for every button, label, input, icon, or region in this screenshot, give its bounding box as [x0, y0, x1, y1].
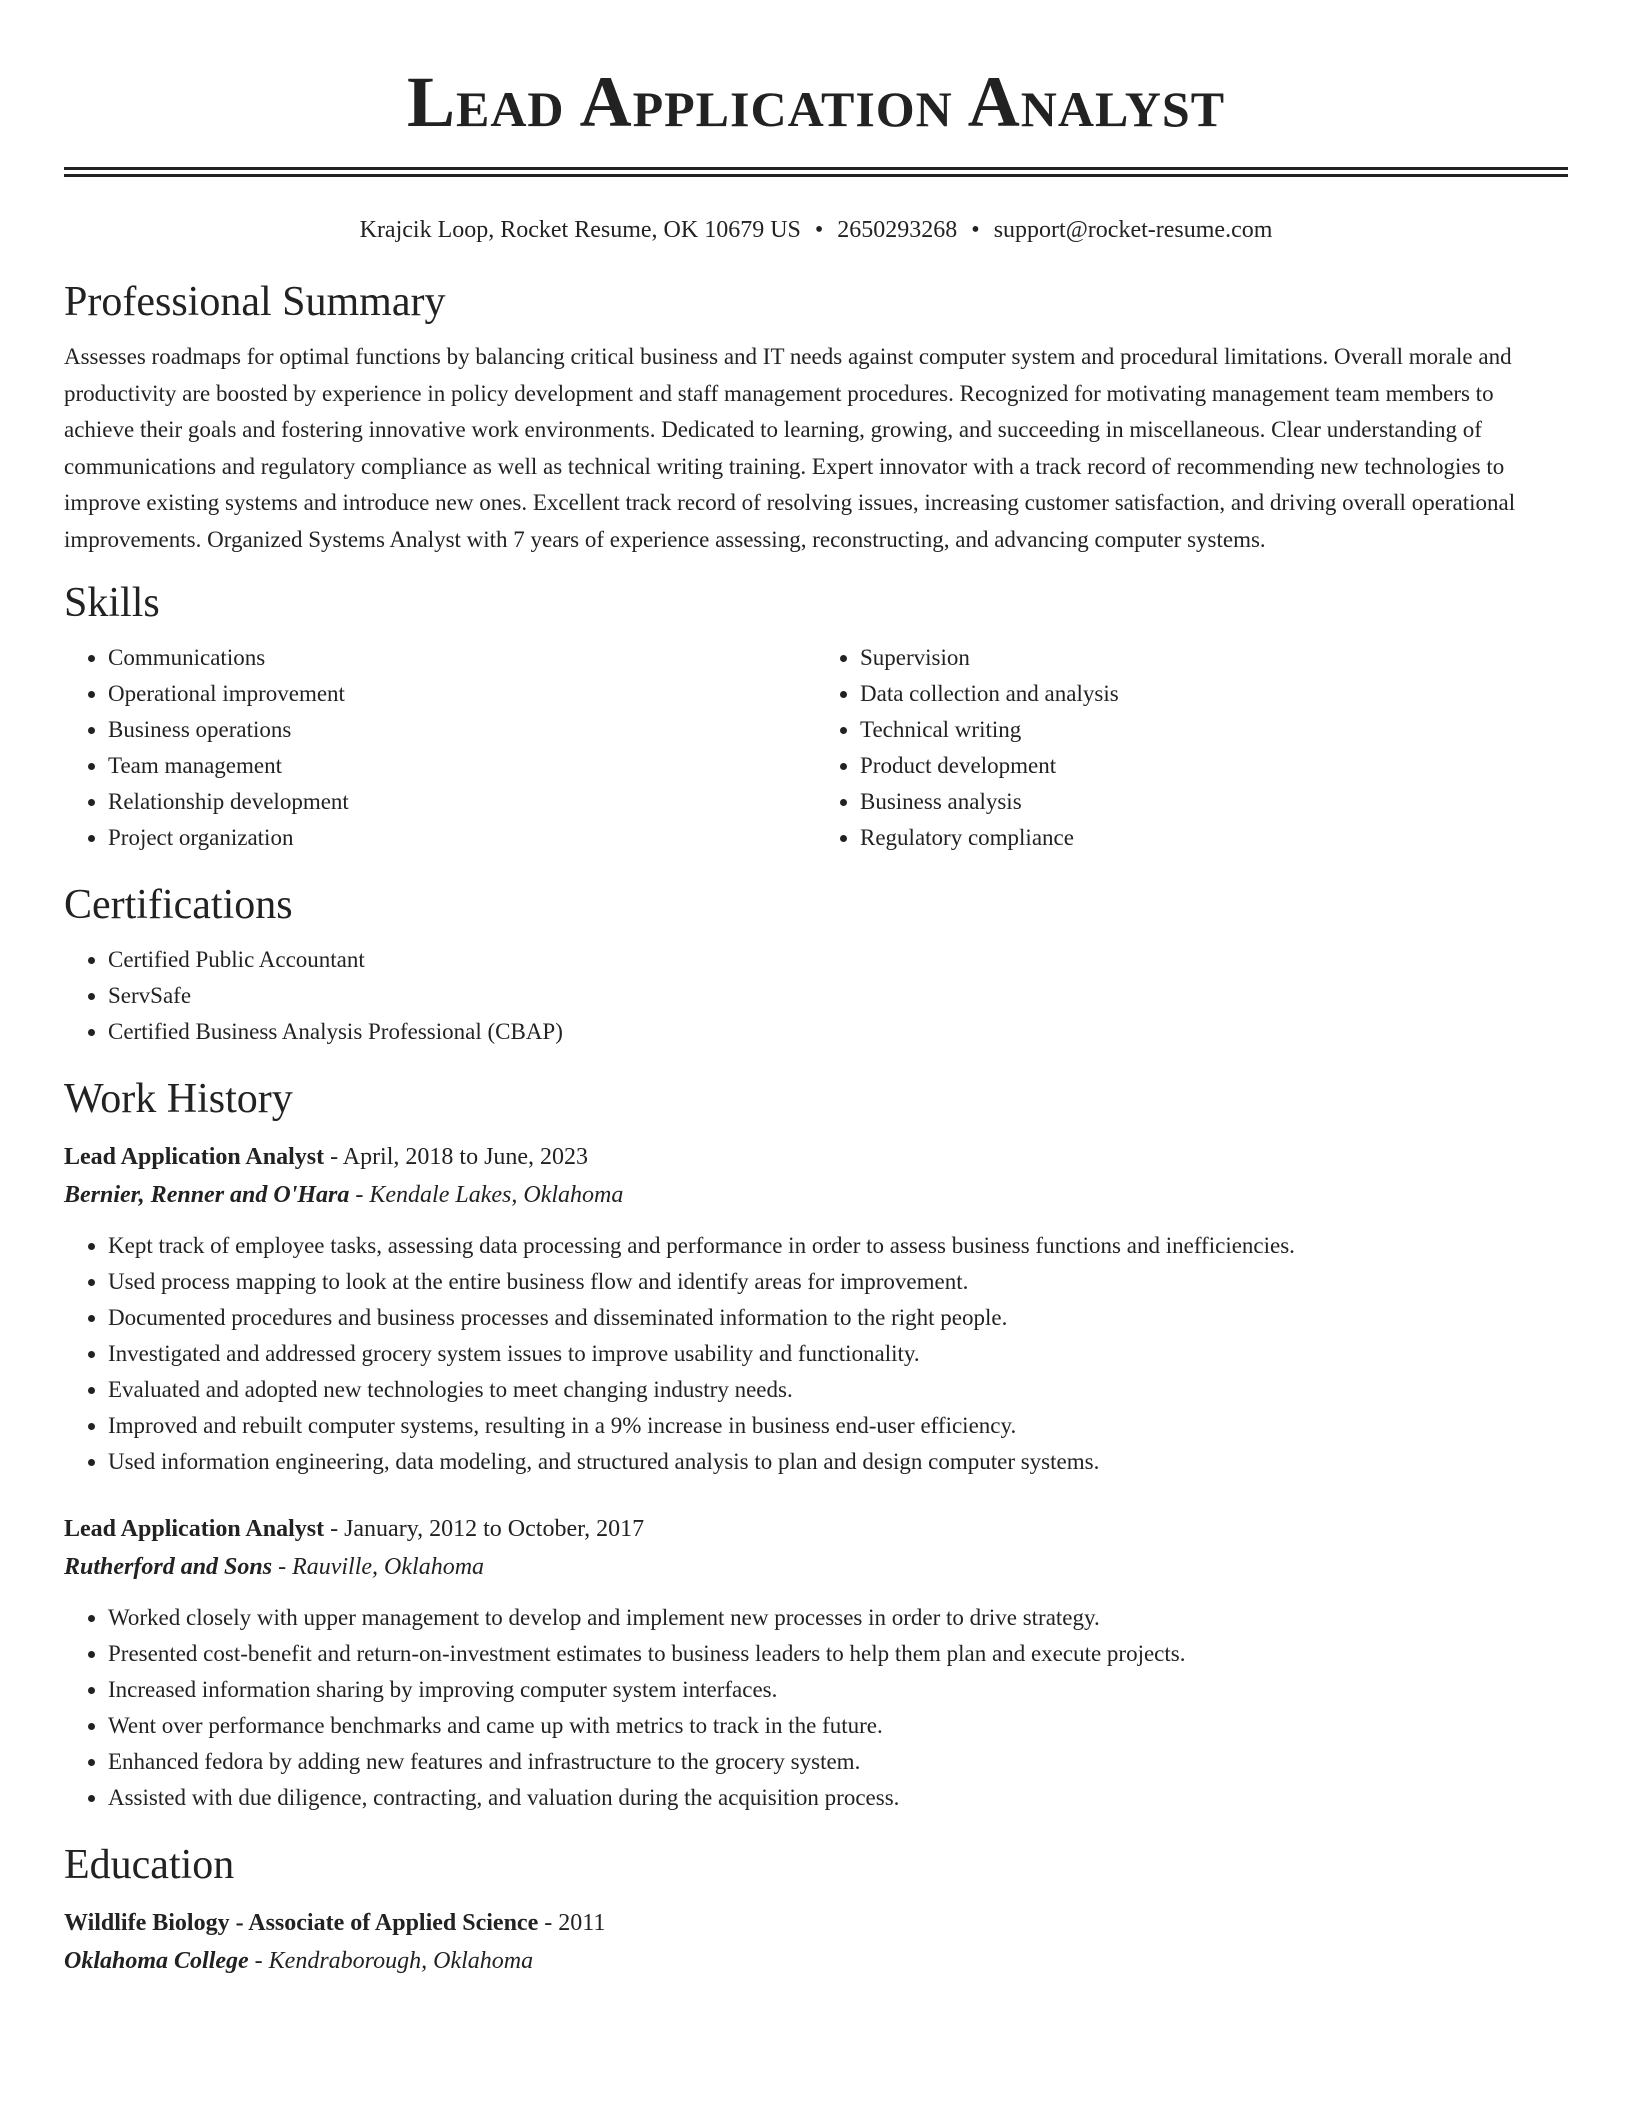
education-heading: Education [64, 1842, 235, 1888]
contact-line [64, 215, 1568, 245]
skill-item: • Regulatory compliance [860, 820, 1568, 856]
job-bullet: • Presented cost-benefit and return-on-investment estimates to business leaders to help them plan and execute projects. [108, 1636, 1568, 1672]
skill-item: • Team management [108, 748, 816, 784]
education-year: 2011 [558, 1910, 606, 1936]
job-entry [64, 1138, 1568, 1480]
work-history-heading: Work History [64, 1076, 293, 1122]
skill-item: • Product development [860, 748, 1568, 784]
skills-grid [64, 640, 1568, 856]
job-bullet: • Used process mapping to look at the entire business flow and identify areas for improvement. [108, 1264, 1568, 1300]
job-bullets [64, 1228, 1568, 1480]
skills-list-right [816, 640, 1568, 856]
certifications-list [64, 942, 1568, 1050]
certification-item: • Certified Business Analysis Professional (CBAP) [108, 1014, 1568, 1050]
job-bullet: • Went over performance benchmarks and came up with metrics to track in the future. [108, 1708, 1568, 1744]
job-bullet: • Documented procedures and business processes and disseminated information to the right people. [108, 1300, 1568, 1336]
job-bullets [64, 1600, 1568, 1816]
skills-heading: Skills [64, 580, 160, 626]
education-section [64, 1840, 1568, 1980]
skill-item: • Supervision [860, 640, 1568, 676]
job-dates: January, 2012 to October, 2017 [344, 1516, 645, 1542]
skill-item: • Business operations [108, 712, 816, 748]
job-bullet: • Evaluated and adopted new technologies to meet changing industry needs. [108, 1372, 1568, 1408]
job-title: Lead Application Analyst [64, 1144, 325, 1170]
work-history-section [64, 1074, 1568, 1816]
contact-phone: 2650293268 [837, 217, 958, 243]
skills-section [64, 578, 1568, 856]
contact-email: support@rocket-resume.com [993, 217, 1273, 243]
summary-text: Assesses roadmaps for optimal functions by balancing critical business and IT needs against computer system and procedural limitations. Overall morale and productivity are boosted by experience in policy development and staff management procedures. Recognized for motivating management team members to achieve their goals and fostering innovative work environments. Dedicated to learning, growing, and succeeding in miscellaneous. Clear understanding of communications and regulatory compliance as well as technical writing training. Expert innovator with a track record of recommending new technologies to improve existing systems and introduce new ones. Excellent track record of resolving issues, increasing customer satisfaction, and driving overall operational improvements. Organized Systems Analyst with 7 years of experience assessing, reconstructing, and advancing computer systems. [64, 344, 1516, 552]
job-company: Bernier, Renner and O'Hara [64, 1182, 350, 1208]
contact-address: Krajcik Loop, Rocket Resume, OK 10679 US [359, 217, 801, 243]
job-bullet: • Kept track of employee tasks, assessing data processing and performance in order to assess business functions and inefficiencies. [108, 1228, 1568, 1264]
job-bullet: • Investigated and addressed grocery system issues to improve usability and functionality. [108, 1336, 1568, 1372]
job-header: Lead Application Analyst - January, 2012 to October, 2017 [64, 1516, 645, 1542]
job-bullet: • Improved and rebuilt computer systems, resulting in a 9% increase in business end-user efficiency. [108, 1408, 1568, 1444]
certifications-section [64, 880, 1568, 1050]
certification-item: • Certified Public Accountant [108, 942, 1568, 978]
skill-item: • Data collection and analysis [860, 676, 1568, 712]
skill-item: • Operational improvement [108, 676, 816, 712]
skill-item: • Technical writing [860, 712, 1568, 748]
job-dates: April, 2018 to June, 2023 [342, 1144, 589, 1170]
education-school: Oklahoma College [64, 1948, 249, 1974]
job-bullet: • Used information engineering, data modeling, and structured analysis to plan and design computer systems. [108, 1444, 1568, 1480]
job-entry [64, 1510, 1568, 1816]
job-company-line: Rutherford and Sons - Rauville, Oklahoma [64, 1554, 485, 1580]
contact-separator: • [814, 217, 824, 243]
summary-heading: Professional Summary [64, 279, 446, 325]
skill-item: • Relationship development [108, 784, 816, 820]
summary-section [64, 277, 1568, 558]
skill-item: • Project organization [108, 820, 816, 856]
job-bullet: • Increased information sharing by improving computer system interfaces. [108, 1672, 1568, 1708]
education-degree: Wildlife Biology - Associate of Applied Science [64, 1910, 539, 1936]
certifications-heading: Certifications [64, 882, 293, 928]
job-location: Rauville, Oklahoma [292, 1554, 485, 1580]
education-school-line: Oklahoma College - Kendraborough, Oklahoma [64, 1948, 534, 1974]
education-degree-line: Wildlife Biology - Associate of Applied Science - 2011 [64, 1910, 606, 1936]
job-company: Rutherford and Sons [64, 1554, 273, 1580]
job-title: Lead Application Analyst [64, 1516, 325, 1542]
job-company-line: Bernier, Renner and O'Hara - Kendale Lakes, Oklahoma [64, 1182, 624, 1208]
certification-item: • ServSafe [108, 978, 1568, 1014]
education-location: Kendraborough, Oklahoma [268, 1948, 534, 1974]
skill-item: • Communications [108, 640, 816, 676]
skills-list-left [64, 640, 816, 856]
job-bullet: • Enhanced fedora by adding new features and infrastructure to the grocery system. [108, 1744, 1568, 1780]
job-bullet: • Worked closely with upper management to develop and implement new processes in order to drive strategy. [108, 1600, 1568, 1636]
title-divider [64, 167, 1568, 177]
job-location: Kendale Lakes, Oklahoma [369, 1182, 624, 1208]
resume-title: Lead Application Analyst [406, 62, 1226, 142]
skill-item: • Business analysis [860, 784, 1568, 820]
contact-separator: • [971, 217, 980, 243]
job-header: Lead Application Analyst - April, 2018 to June, 2023 [64, 1144, 589, 1170]
job-bullet: • Assisted with due diligence, contracting, and valuation during the acquisition process. [108, 1780, 1568, 1816]
